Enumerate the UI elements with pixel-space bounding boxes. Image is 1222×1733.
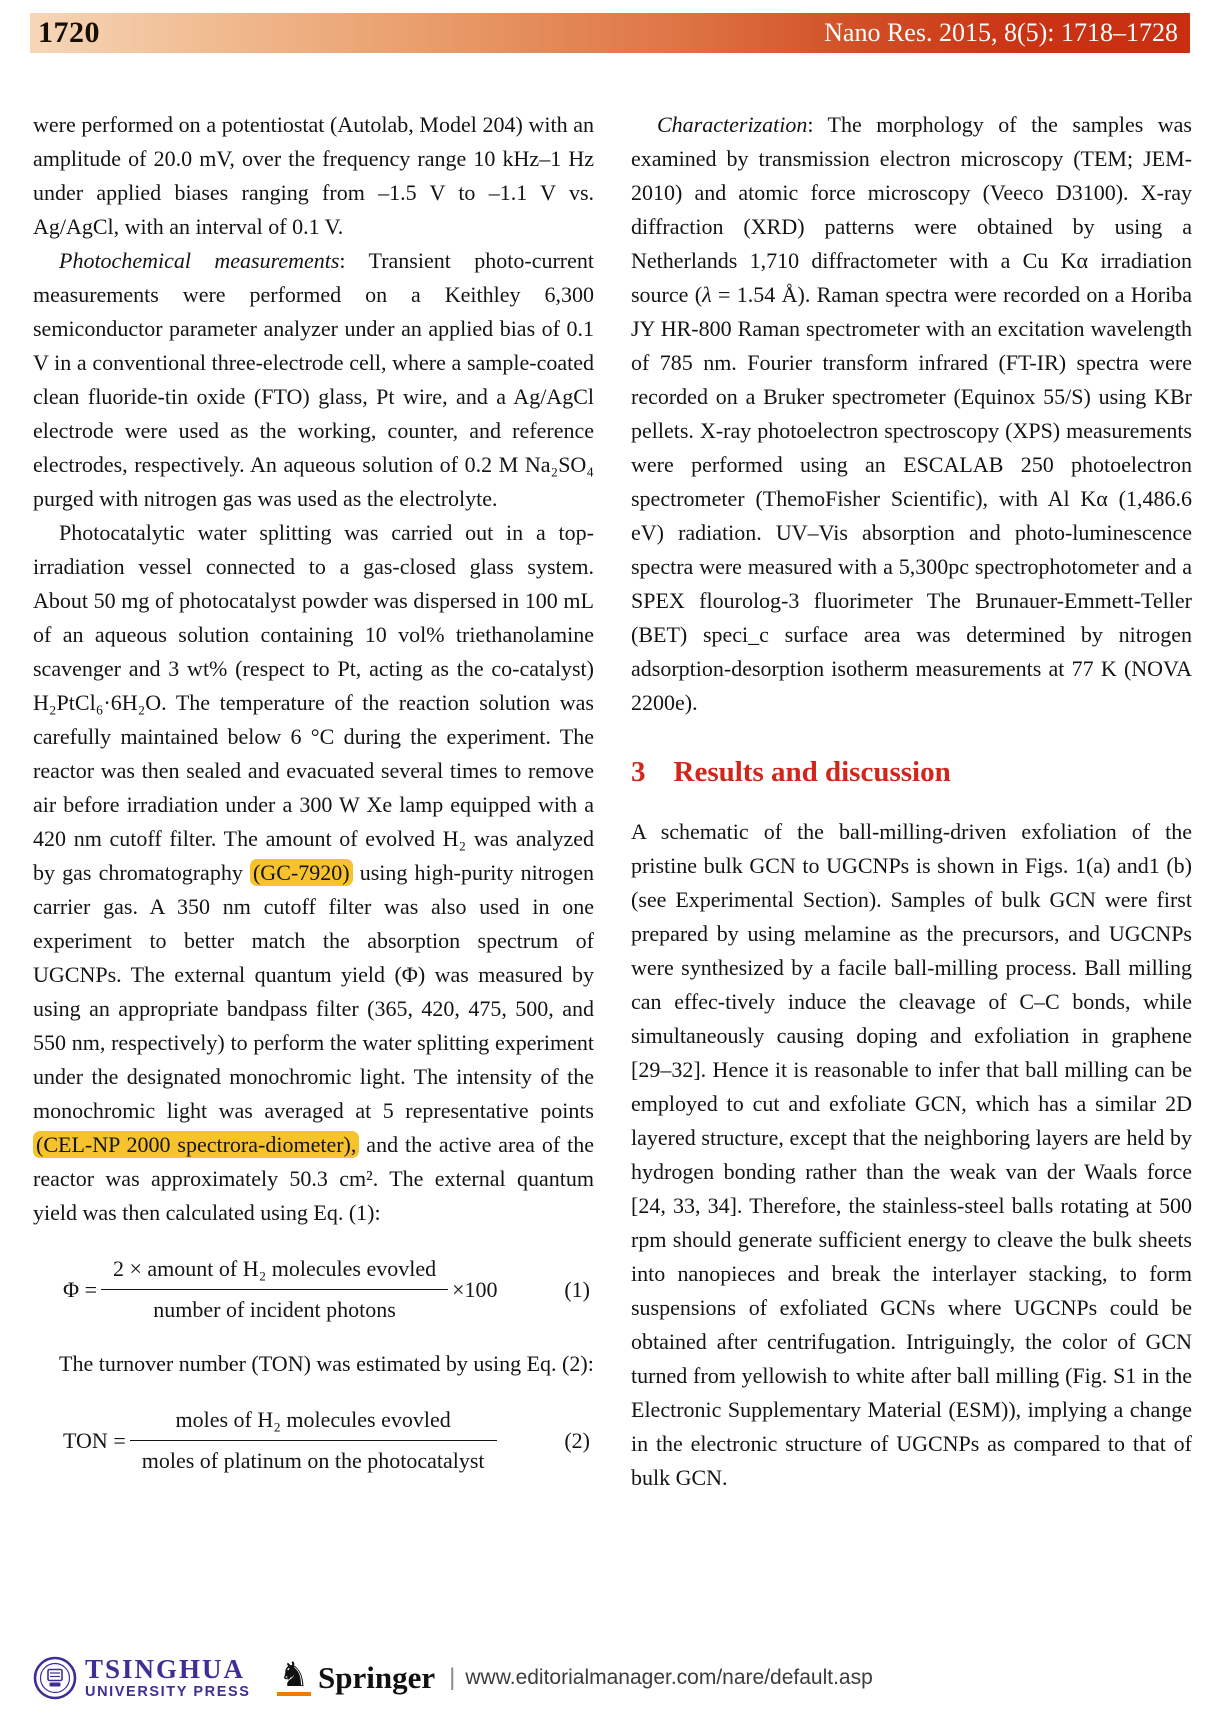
fraction-numerator: moles of H₂ molecules evovled bbox=[130, 1405, 497, 1441]
equation-lhs: TON = bbox=[63, 1427, 126, 1453]
tsinghua-name: TSINGHUA bbox=[85, 1654, 246, 1685]
text-segment: Photocatalytic water splitting was carried out in a top-irradiation vessel connected to a gas-closed glass system. About 50 mg of photocatalyst powder was dispersed in 100 mL of an aqueous solution containing 10 vol% triethanolamine scavenger and 3 wt% (respect to Pt, acting as the co-catalyst) H₂PtCl₆·6H₂O. The temperature of the reaction solution was carefully maintained below 6 °C during the experiment. The reactor was then sealed and evacuated several times to remove air before irradiation under a 300 W Xe lamp equipped with a 420 nm cutoff filter. The amount of evolved H₂ was analyzed by gas chromatography bbox=[33, 520, 594, 885]
text-segment: The turnover number (TON) was estimated by using Eq. (2): bbox=[59, 1351, 594, 1376]
paragraph bbox=[33, 516, 594, 1230]
tsinghua-logo bbox=[33, 1656, 251, 1700]
paragraph bbox=[33, 108, 594, 244]
paragraph bbox=[33, 1347, 594, 1381]
text-segment: were performed on a potentiostat (Autolab, Model 204) with an amplitude of 20.0 mV, over the frequency range 10 kHz–1 Hz under applied biases ranging from –1.5 V to –1.1 V vs. Ag/AgCl, with an interval of 0.1 V. bbox=[33, 112, 594, 239]
right-column bbox=[631, 108, 1192, 1498]
equation bbox=[33, 1254, 594, 1325]
text-segment: and the active area of the reactor was approximately 50.3 cm². The external quantum yield was then calculated using Eq. (1): bbox=[33, 1132, 594, 1225]
equation-number: (2) bbox=[564, 1427, 590, 1453]
text-segment: = 1.54 Å). Raman spectra were recorded on a Horiba JY HR-800 Raman spectrometer with an excitation wavelength of 785 nm. Fourier transform infrared (FT-IR) spectra were recorded on a Bruker spectrometer (Equinox 55/S) using KBr pellets. X-ray photoelectron spectroscopy (XPS) measurements were performed using an ESCALAB 250 photoelectron spectrometer (ThemoFisher Scientific), with Al Kα (1,486.6 eV) radiation. UV–Vis absorption and photo-luminescence spectra were measured with a 5,300pc spectrophotometer and a SPEX flourolog-3 fluorimeter The Brunauer-Emmett-Teller (BET) speci_c surface area was determined by nitrogen adsorption-desorption isotherm measurements at 77 K (NOVA 2200e). bbox=[631, 282, 1192, 715]
section-heading bbox=[631, 756, 1192, 789]
springer-wordmark: Springer bbox=[318, 1660, 436, 1695]
equation bbox=[33, 1405, 594, 1476]
publisher-footer bbox=[33, 1650, 873, 1706]
text-segment: λ bbox=[702, 282, 712, 307]
highlighted-text: (GC-7920) bbox=[250, 859, 353, 886]
editorial-manager-url: www.editorialmanager.com/nare/default.asp bbox=[465, 1666, 873, 1689]
tsinghua-subtitle: UNIVERSITY PRESS bbox=[85, 1684, 251, 1701]
fraction-denominator: number of incident photons bbox=[153, 1297, 396, 1322]
springer-knight-icon: ♞ bbox=[278, 1656, 310, 1694]
fraction-denominator: moles of platinum on the photocatalyst bbox=[141, 1448, 485, 1473]
paragraph bbox=[33, 244, 594, 516]
equation-number: (1) bbox=[564, 1276, 590, 1302]
equation-multiplier: ×100 bbox=[452, 1276, 498, 1302]
text-segment: : Transient photo-current measurements were performed on a Keithley 6,300 semiconductor parameter analyzer under an applied bias of 0.1 V in a conventional three-electrode cell, where a sample-coated clean fluoride-tin oxide (FTO) glass, Pt wire, and a Ag/AgCl electrode were used as the working, counter, and reference electrodes, respectively. An aqueous solution of 0.2 M Na₂SO₄ purged with nitrogen gas was used as the electrolyte. bbox=[33, 248, 594, 511]
section-title: Results and discussion bbox=[673, 756, 951, 788]
highlighted-text: (CEL-NP 2000 spectrora-diometer), bbox=[33, 1131, 359, 1158]
paragraph bbox=[631, 108, 1192, 720]
page-number: 1720 bbox=[38, 16, 100, 49]
tsinghua-wordmark bbox=[85, 1656, 251, 1700]
page-body bbox=[33, 108, 1192, 1498]
text-segment: using high-purity nitrogen carrier gas. A 350 nm cutoff filter was also used in one experiment to better match the absorption spectrum of UGCNPs. The external quantum yield (Φ) was measured by using an appropriate bandpass filter (365, 420, 475, 500, and 550 nm, respectively) to perform the water splitting experiment under the designated monochromic light. The intensity of the monochromic light was averaged at 5 representative points bbox=[33, 860, 594, 1123]
tsinghua-emblem-icon bbox=[33, 1656, 77, 1700]
footer-separator: | bbox=[449, 1664, 456, 1691]
page-header-bar bbox=[30, 13, 1190, 53]
left-column bbox=[33, 108, 594, 1498]
springer-logo bbox=[277, 1656, 436, 1696]
equation-fraction bbox=[101, 1254, 448, 1325]
journal-reference: Nano Res. 2015, 8(5): 1718–1728 bbox=[824, 18, 1178, 47]
fraction-numerator: 2 × amount of H₂ molecules evovled bbox=[101, 1254, 448, 1290]
text-segment: A schematic of the ball-milling-driven exfoliation of the pristine bulk GCN to UGCNPs is shown in Figs. 1(a) and1 (b) (see Experimental Section). Samples of bulk GCN were first prepared by using melamine as the precursors, and UGCNPs were synthesized by a facile ball-milling process. Ball milling can effec-tively induce the cleavage of C–C bonds, while simultaneously causing doping and exfoliation in graphene [29–32]. Hence it is reasonable to infer that ball milling can be employed to cut and exfoliate GCN, which has a similar 2D layered structure, except that the neighboring layers are held by hydrogen bonding rather than the weak van der Waals force [24, 33, 34]. Therefore, the stainless-steel balls rotating at 500 rpm should generate sufficient energy to cleave the bulk sheets into nanopieces and break the interlayer stacking, to form suspensions of exfoliated GCNs where UGCNPs could be obtained after centrifugation. Intriguingly, the color of GCN turned from yellowish to white after ball milling (Fig. S1 in the Electronic Supplementary Material (ESM)), implying a change in the electronic structure of UGCNPs as compared to that of bulk GCN. bbox=[631, 819, 1192, 1490]
text-segment: Photochemical measurements bbox=[59, 248, 340, 273]
text-segment: : The morphology of the samples was examined by transmission electron microscopy (TEM; JEM-2010) and atomic force microscopy (Veeco D3100). X-ray diffraction (XRD) patterns were obtained by using a Netherlands 1,710 diffractometer with a Cu Kα irradiation source ( bbox=[631, 112, 1192, 307]
section-number: 3 bbox=[631, 756, 646, 788]
paragraph bbox=[631, 815, 1192, 1495]
equation-fraction bbox=[130, 1405, 497, 1476]
equation-lhs: Φ = bbox=[63, 1276, 97, 1302]
text-segment: Characterization bbox=[657, 112, 808, 137]
